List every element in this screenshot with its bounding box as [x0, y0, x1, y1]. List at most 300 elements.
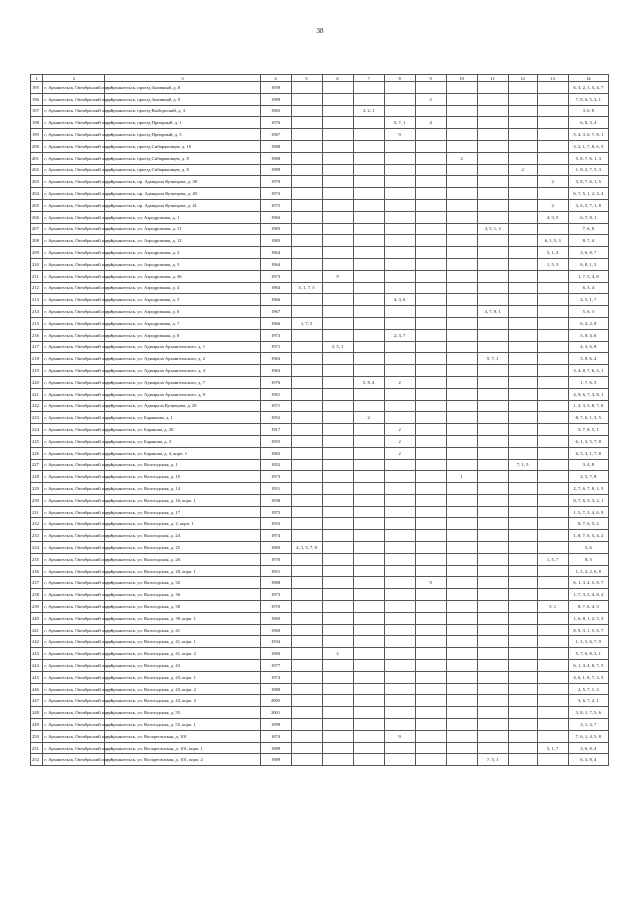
value-cell: [537, 506, 568, 518]
value-cell: [322, 660, 353, 672]
row-number: 221: [31, 388, 43, 400]
codes-cell: 1, 5, 3, 2, 6, 8: [568, 565, 608, 577]
value-cell: [384, 258, 415, 270]
district-cell: г. Архангельск, Октябрьский округ: [43, 494, 105, 506]
district-cell: г. Архангельск, Октябрьский округ: [43, 636, 105, 648]
value-cell: [291, 105, 322, 117]
row-number: 245: [31, 671, 43, 683]
row-number: 223: [31, 412, 43, 424]
value-cell: 4, 3, 6: [384, 294, 415, 306]
value-cell: [415, 612, 446, 624]
address-cell: г. Архангельск, ул. Вологодская, д. 55: [105, 707, 260, 719]
year-cell: 1973: [260, 329, 291, 341]
value-cell: [477, 483, 508, 495]
value-cell: [508, 211, 537, 223]
table-row: [31, 140, 609, 152]
value-cell: [477, 719, 508, 731]
value-cell: [537, 282, 568, 294]
row-number: 214: [31, 306, 43, 318]
table-row: [31, 400, 609, 412]
value-cell: [291, 589, 322, 601]
value-cell: [291, 471, 322, 483]
codes-cell: 8, 9, 3, 1, 5, 6, 7: [568, 624, 608, 636]
value-cell: [508, 412, 537, 424]
row-number: 196: [31, 93, 43, 105]
value-cell: [291, 742, 322, 754]
value-cell: [508, 707, 537, 719]
row-number: 236: [31, 565, 43, 577]
district-cell: г. Архангельск, Октябрьский округ: [43, 518, 105, 530]
address-cell: г. Архангельск, ул. Аэродромная, д. 12: [105, 235, 260, 247]
year-cell: 1966: [260, 294, 291, 306]
row-number: 237: [31, 577, 43, 589]
value-cell: [353, 353, 384, 365]
column-header: 10: [446, 75, 477, 82]
value-cell: [508, 294, 537, 306]
value-cell: [508, 601, 537, 613]
value-cell: [322, 82, 353, 94]
value-cell: [477, 424, 508, 436]
value-cell: [291, 211, 322, 223]
value-cell: [384, 648, 415, 660]
value-cell: [384, 223, 415, 235]
value-cell: [353, 329, 384, 341]
address-cell: г. Архангельск, ул. Аэродромная, д. 3: [105, 258, 260, 270]
row-number: 244: [31, 660, 43, 672]
column-header: 8: [384, 75, 415, 82]
value-cell: [477, 412, 508, 424]
row-number: 227: [31, 459, 43, 471]
value-cell: [322, 624, 353, 636]
row-number: 202: [31, 164, 43, 176]
value-cell: [384, 341, 415, 353]
value-cell: [508, 730, 537, 742]
value-cell: [353, 589, 384, 601]
value-cell: [508, 188, 537, 200]
codes-cell: 3, 6, 7, 2, 1: [568, 695, 608, 707]
address-cell: г. Архангельск, ул. Вологодская, д. 24: [105, 530, 260, 542]
value-cell: [415, 294, 446, 306]
codes-cell: 2, 5, 1, 7: [568, 294, 608, 306]
value-cell: [291, 518, 322, 530]
value-cell: [446, 518, 477, 530]
codes-cell: 6, 3, 2, 1, 5, 4, 7: [568, 82, 608, 94]
value-cell: [537, 329, 568, 341]
district-cell: г. Архангельск, Октябрьский округ: [43, 742, 105, 754]
value-cell: [477, 636, 508, 648]
year-cell: 1999: [260, 719, 291, 731]
value-cell: [508, 317, 537, 329]
value-cell: [508, 660, 537, 672]
value-cell: [291, 612, 322, 624]
value-cell: [384, 589, 415, 601]
codes-cell: 1, 5, 7, 3, 4, 6, 9: [568, 506, 608, 518]
value-cell: [353, 683, 384, 695]
district-cell: г. Архангельск, Октябрьский округ: [43, 719, 105, 731]
value-cell: [353, 82, 384, 94]
value-cell: [291, 235, 322, 247]
year-cell: 1982: [260, 447, 291, 459]
row-number: 198: [31, 117, 43, 129]
value-cell: [322, 317, 353, 329]
value-cell: [415, 601, 446, 613]
value-cell: [384, 506, 415, 518]
value-cell: [415, 105, 446, 117]
value-cell: [291, 730, 322, 742]
table-row: [31, 376, 609, 388]
codes-cell: 6, 5, 3, 1, 7, 8: [568, 447, 608, 459]
value-cell: [446, 742, 477, 754]
value-cell: [322, 589, 353, 601]
value-cell: [384, 459, 415, 471]
table-row: [31, 388, 609, 400]
district-cell: г. Архангельск, Октябрьский округ: [43, 329, 105, 341]
address-cell: г. Архангельск, ул. Адмирала Архангельского, д. 2: [105, 353, 260, 365]
value-cell: [291, 719, 322, 731]
address-cell: г. Архангельск, ул. Адмирала Архангельского, д. 4: [105, 365, 260, 377]
value-cell: [415, 530, 446, 542]
value-cell: [291, 117, 322, 129]
value-cell: [508, 754, 537, 766]
value-cell: [291, 683, 322, 695]
row-number: 252: [31, 754, 43, 766]
value-cell: 2: [322, 648, 353, 660]
district-cell: г. Архангельск, Октябрьский округ: [43, 435, 105, 447]
value-cell: [477, 329, 508, 341]
value-cell: [353, 164, 384, 176]
value-cell: [477, 365, 508, 377]
address-cell: г. Архангельск, проезд Заливный, д. 8: [105, 82, 260, 94]
table-row: [31, 695, 609, 707]
value-cell: [446, 282, 477, 294]
row-number: 235: [31, 553, 43, 565]
value-cell: [537, 683, 568, 695]
value-cell: [291, 424, 322, 436]
table-row: [31, 365, 609, 377]
value-cell: [384, 82, 415, 94]
address-cell: г. Архангельск, проезд Сибиряковцев, д. 10: [105, 140, 260, 152]
value-cell: [384, 530, 415, 542]
address-cell: г. Архангельск, ул. Вологодская, д. 41, корп. 2: [105, 648, 260, 660]
value-cell: [322, 471, 353, 483]
row-number: 243: [31, 648, 43, 660]
value-cell: [477, 730, 508, 742]
codes-cell: 8, 7, 6, 4, 3: [568, 601, 608, 613]
value-cell: [477, 82, 508, 94]
value-cell: [291, 553, 322, 565]
year-cell: 1967: [260, 306, 291, 318]
value-cell: [415, 518, 446, 530]
value-cell: [353, 306, 384, 318]
value-cell: [477, 176, 508, 188]
value-cell: [537, 671, 568, 683]
address-cell: г. Архангельск, пр. Адмирала Кузнецова, д. 38: [105, 176, 260, 188]
value-cell: [446, 329, 477, 341]
address-cell: г. Архангельск, ул. Вологодская, д. 10: [105, 471, 260, 483]
value-cell: [384, 199, 415, 211]
district-cell: г. Архангельск, Октябрьский округ: [43, 695, 105, 707]
value-cell: [353, 282, 384, 294]
value-cell: 9: [384, 730, 415, 742]
year-cell: 1973: [260, 589, 291, 601]
address-cell: г. Архангельск, пр. Адмирала Кузнецова, д. 40: [105, 188, 260, 200]
year-cell: 1974: [260, 530, 291, 542]
row-number: 197: [31, 105, 43, 117]
district-cell: г. Архангельск, Октябрьский округ: [43, 530, 105, 542]
value-cell: [537, 105, 568, 117]
district-cell: г. Архангельск, Октябрьский округ: [43, 341, 105, 353]
value-cell: [477, 376, 508, 388]
district-cell: г. Архангельск, Октябрьский округ: [43, 82, 105, 94]
value-cell: [353, 518, 384, 530]
value-cell: 5, 7, 1: [384, 117, 415, 129]
value-cell: [384, 105, 415, 117]
row-number: 247: [31, 695, 43, 707]
address-cell: г. Архангельск, ул. Вологодская, д. 41, корп. 1: [105, 636, 260, 648]
row-number: 220: [31, 376, 43, 388]
value-cell: [322, 400, 353, 412]
district-cell: г. Архангельск, Октябрьский округ: [43, 188, 105, 200]
value-cell: [353, 93, 384, 105]
table-row: [31, 553, 609, 565]
year-cell: 1964: [260, 247, 291, 259]
value-cell: [508, 105, 537, 117]
value-cell: [322, 306, 353, 318]
value-cell: [415, 589, 446, 601]
year-cell: 1983: [260, 235, 291, 247]
value-cell: [353, 636, 384, 648]
value-cell: [446, 530, 477, 542]
year-cell: 1969: [260, 542, 291, 554]
value-cell: [446, 117, 477, 129]
address-cell: г. Архангельск, ул. Вологодская, д. 43: [105, 660, 260, 672]
value-cell: [446, 105, 477, 117]
value-cell: [291, 400, 322, 412]
value-cell: [322, 412, 353, 424]
value-cell: [537, 754, 568, 766]
value-cell: [446, 494, 477, 506]
value-cell: [322, 129, 353, 141]
value-cell: [477, 742, 508, 754]
value-cell: [446, 258, 477, 270]
table-row: [31, 648, 609, 660]
value-cell: [353, 223, 384, 235]
value-cell: [384, 719, 415, 731]
value-cell: [508, 471, 537, 483]
value-cell: 2: [415, 93, 446, 105]
codes-cell: 3, 8, 7, 6, 1, 5: [568, 176, 608, 188]
value-cell: [537, 188, 568, 200]
table-row: [31, 742, 609, 754]
value-cell: [477, 671, 508, 683]
district-cell: г. Архангельск, Октябрьский округ: [43, 270, 105, 282]
value-cell: [508, 258, 537, 270]
codes-cell: 3, 4, 8, 7, 6, 5, 1: [568, 365, 608, 377]
year-cell: 1970: [260, 553, 291, 565]
year-cell: 1952: [260, 459, 291, 471]
codes-cell: 8, 7, 6, 1, 3, 5: [568, 412, 608, 424]
value-cell: 2: [384, 376, 415, 388]
address-cell: г. Архангельск, ул. Аэродромная, д. 1: [105, 211, 260, 223]
value-cell: [353, 199, 384, 211]
value-cell: [415, 424, 446, 436]
address-cell: г. Архангельск, ул. Вологодская, д. 41: [105, 624, 260, 636]
value-cell: [508, 223, 537, 235]
value-cell: [537, 471, 568, 483]
value-cell: [477, 435, 508, 447]
codes-cell: 1, 7, 3, 5, 4, 8, 2: [568, 589, 608, 601]
value-cell: [415, 388, 446, 400]
value-cell: [477, 565, 508, 577]
value-cell: 1, 7, 5: [291, 317, 322, 329]
codes-cell: 6, 3, 8, 4: [568, 754, 608, 766]
value-cell: [291, 648, 322, 660]
value-cell: [322, 612, 353, 624]
value-cell: [353, 152, 384, 164]
row-number: 210: [31, 258, 43, 270]
value-cell: [322, 683, 353, 695]
address-cell: г. Архангельск, ул. Вологодская, д. 2, корп. 1: [105, 518, 260, 530]
district-cell: г. Архангельск, Октябрьский округ: [43, 624, 105, 636]
value-cell: [353, 117, 384, 129]
value-cell: [415, 471, 446, 483]
value-cell: [353, 140, 384, 152]
value-cell: 5, 7, 1: [477, 353, 508, 365]
value-cell: [353, 483, 384, 495]
value-cell: [322, 353, 353, 365]
value-cell: [415, 447, 446, 459]
value-cell: [446, 176, 477, 188]
value-cell: [322, 164, 353, 176]
value-cell: [446, 624, 477, 636]
district-cell: г. Архангельск, Октябрьский округ: [43, 282, 105, 294]
value-cell: [477, 695, 508, 707]
value-cell: [446, 483, 477, 495]
district-cell: г. Архангельск, Октябрьский округ: [43, 483, 105, 495]
district-cell: г. Архангельск, Октябрьский округ: [43, 400, 105, 412]
row-number: 228: [31, 471, 43, 483]
value-cell: [446, 459, 477, 471]
codes-cell: 3, 6: [568, 542, 608, 554]
codes-cell: 3, 1, 2, 7: [568, 719, 608, 731]
value-cell: [537, 624, 568, 636]
year-cell: 1983: [260, 223, 291, 235]
value-cell: [537, 223, 568, 235]
year-cell: 1989: [260, 164, 291, 176]
value-cell: [446, 211, 477, 223]
value-cell: [322, 530, 353, 542]
value-cell: [415, 365, 446, 377]
district-cell: г. Архангельск, Октябрьский округ: [43, 176, 105, 188]
district-cell: г. Архангельск, Октябрьский округ: [43, 365, 105, 377]
column-header: 1: [31, 75, 43, 82]
value-cell: [415, 719, 446, 731]
value-cell: [291, 660, 322, 672]
value-cell: [508, 270, 537, 282]
value-cell: [537, 447, 568, 459]
address-cell: г. Архангельск, ул. Баранова, д. 4, корп. 1: [105, 447, 260, 459]
district-cell: г. Архангельск, Октябрьский округ: [43, 648, 105, 660]
value-cell: [537, 648, 568, 660]
value-cell: [322, 601, 353, 613]
value-cell: [537, 164, 568, 176]
value-cell: [477, 648, 508, 660]
row-number: 219: [31, 365, 43, 377]
value-cell: [537, 376, 568, 388]
table-header-row: [31, 75, 609, 82]
column-header: 9: [415, 75, 446, 82]
row-number: 215: [31, 317, 43, 329]
codes-cell: 7, 6, 1, 4, 5, 8: [568, 730, 608, 742]
value-cell: [477, 660, 508, 672]
value-cell: 5, 8, 4: [353, 376, 384, 388]
value-cell: [384, 471, 415, 483]
value-cell: [322, 211, 353, 223]
value-cell: [353, 211, 384, 223]
value-cell: [446, 447, 477, 459]
value-cell: [477, 589, 508, 601]
table-row: [31, 152, 609, 164]
codes-cell: 6, 3, 4: [568, 282, 608, 294]
value-cell: 2: [384, 435, 415, 447]
value-cell: [415, 152, 446, 164]
address-cell: г. Архангельск, ул. Вологодская, д. 25: [105, 542, 260, 554]
value-cell: [353, 435, 384, 447]
value-cell: [415, 176, 446, 188]
value-cell: 5, 1, 4: [537, 247, 568, 259]
address-cell: г. Архангельск, проезд Сибиряковцев, д. 8: [105, 152, 260, 164]
district-cell: г. Архангельск, Октябрьский округ: [43, 117, 105, 129]
district-cell: г. Архангельск, Октябрьский округ: [43, 589, 105, 601]
address-cell: г. Архангельск, ул. Вологодская, д. 32: [105, 577, 260, 589]
value-cell: [537, 294, 568, 306]
value-cell: [508, 199, 537, 211]
value-cell: [446, 648, 477, 660]
table-row: [31, 282, 609, 294]
value-cell: [415, 412, 446, 424]
year-cell: 1931: [260, 483, 291, 495]
value-cell: [446, 93, 477, 105]
value-cell: [353, 400, 384, 412]
value-cell: [291, 530, 322, 542]
value-cell: [508, 671, 537, 683]
value-cell: [415, 553, 446, 565]
value-cell: [415, 282, 446, 294]
address-cell: г. Архангельск, ул. Адмирала Архангельского, д. 9: [105, 388, 260, 400]
value-cell: [384, 494, 415, 506]
year-cell: 1989: [260, 754, 291, 766]
address-cell: г. Архангельск, ул. Аэродромная, д. 4: [105, 282, 260, 294]
value-cell: 2: [384, 447, 415, 459]
codes-cell: 5, 8, 7, 6, 1, 3: [568, 152, 608, 164]
value-cell: [291, 129, 322, 141]
table-row: [31, 341, 609, 353]
value-cell: [322, 247, 353, 259]
district-cell: г. Архангельск, Октябрьский округ: [43, 294, 105, 306]
address-cell: г. Архангельск, ул. Аэродромная, д. 11: [105, 223, 260, 235]
value-cell: [291, 388, 322, 400]
value-cell: [508, 624, 537, 636]
value-cell: [415, 695, 446, 707]
value-cell: [446, 223, 477, 235]
value-cell: [446, 671, 477, 683]
table-row: [31, 164, 609, 176]
value-cell: 2, 5, 1: [322, 341, 353, 353]
value-cell: [322, 258, 353, 270]
value-cell: [477, 518, 508, 530]
value-cell: [353, 601, 384, 613]
value-cell: [322, 176, 353, 188]
